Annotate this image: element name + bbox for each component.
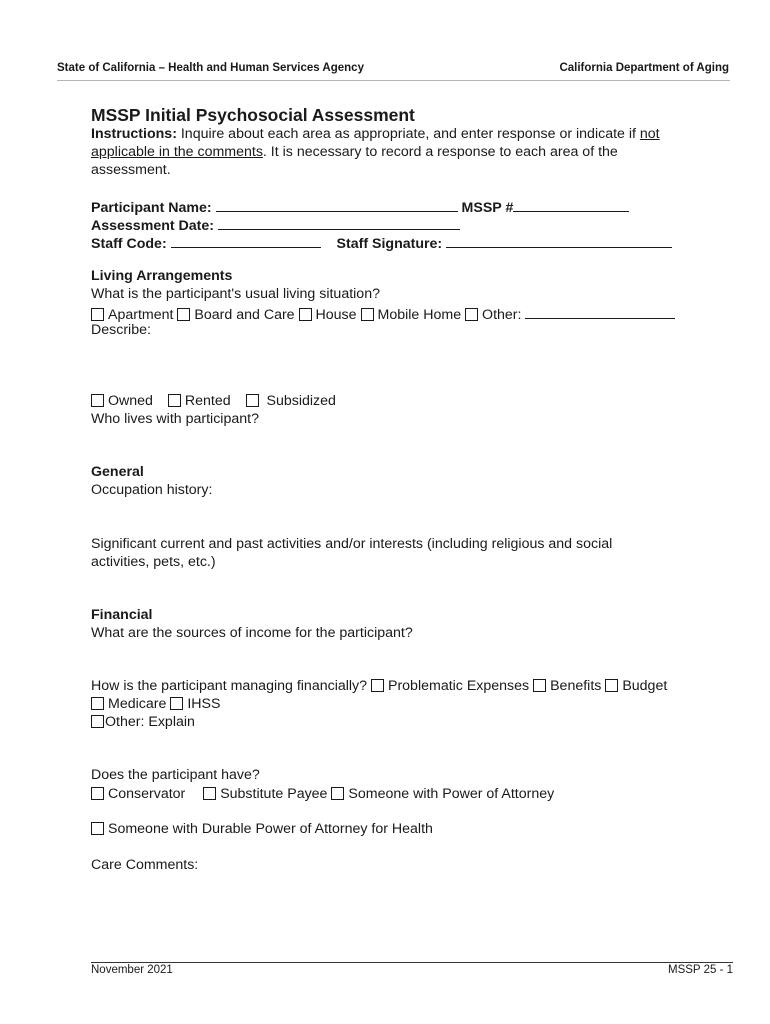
instructions-text: Inquire about each area as appropriate, and enter response or indicate if bbox=[176, 126, 640, 142]
agency-header: State of California – Health and Human Services Agency bbox=[57, 62, 364, 74]
substitute-payee-label: Substitute Payee bbox=[220, 786, 328, 802]
ownership-row bbox=[91, 393, 336, 409]
apartment-checkbox[interactable] bbox=[91, 308, 104, 321]
describe-label: Describe: bbox=[91, 322, 151, 338]
have-question: Does the participant have? bbox=[91, 767, 260, 783]
instructions-line-1 bbox=[91, 126, 660, 142]
board-and-care-label: Board and Care bbox=[194, 307, 295, 323]
instructions-line-3: assessment. bbox=[91, 162, 171, 178]
income-question: What are the sources of income for the participant? bbox=[91, 625, 413, 641]
staff-code-label: Staff Code: bbox=[91, 236, 167, 252]
activities-line-2: activities, pets, etc.) bbox=[91, 554, 216, 570]
conservator-label: Conservator bbox=[108, 786, 186, 802]
living-arrangements-heading: Living Arrangements bbox=[91, 268, 233, 284]
rented-label: Rented bbox=[184, 393, 231, 409]
owned-label: Owned bbox=[108, 393, 153, 409]
have-options-row bbox=[91, 786, 554, 802]
header-rule bbox=[57, 80, 730, 81]
staff-row bbox=[91, 233, 672, 252]
instructions-underlined-not: not bbox=[639, 126, 660, 142]
board-and-care-checkbox[interactable] bbox=[177, 308, 190, 321]
owned-checkbox[interactable] bbox=[91, 394, 104, 407]
medicare-checkbox[interactable] bbox=[91, 697, 104, 710]
mssp-number-label: MSSP # bbox=[461, 200, 514, 216]
department-header: California Department of Aging bbox=[559, 62, 729, 74]
staff-signature-label: Staff Signature: bbox=[336, 236, 443, 252]
house-label: House bbox=[315, 307, 357, 323]
durable-poa-row bbox=[91, 821, 433, 837]
budget-label: Budget bbox=[622, 678, 668, 694]
other-explain-label: Other: Explain bbox=[105, 714, 195, 730]
benefits-label: Benefits bbox=[550, 678, 602, 694]
subsidized-checkbox[interactable] bbox=[246, 394, 259, 407]
power-of-attorney-checkbox[interactable] bbox=[331, 787, 344, 800]
participant-name-row bbox=[91, 197, 629, 216]
who-lives-label: Who lives with participant? bbox=[91, 411, 259, 427]
financial-heading: Financial bbox=[91, 607, 153, 623]
living-options-row bbox=[91, 304, 675, 323]
benefits-checkbox[interactable] bbox=[533, 679, 546, 692]
mssp-number-field[interactable] bbox=[513, 197, 629, 212]
conservator-checkbox[interactable] bbox=[91, 787, 104, 800]
participant-name-label: Participant Name: bbox=[91, 200, 212, 216]
footer-form-number: MSSP 25 - 1 bbox=[668, 964, 733, 976]
other-checkbox[interactable] bbox=[465, 308, 478, 321]
other-field[interactable] bbox=[525, 304, 675, 319]
footer-rule bbox=[91, 962, 733, 963]
house-checkbox[interactable] bbox=[299, 308, 312, 321]
power-of-attorney-label: Someone with Power of Attorney bbox=[348, 786, 555, 802]
other-label: Other: bbox=[482, 307, 522, 323]
other-explain-checkbox[interactable] bbox=[91, 715, 104, 728]
living-question: What is the participant's usual living situation? bbox=[91, 286, 380, 302]
instructions-label: Instructions: bbox=[91, 126, 177, 142]
care-comments-label: Care Comments: bbox=[91, 857, 199, 873]
instructions-underlined-comments: applicable in the comments bbox=[91, 144, 263, 160]
ihss-checkbox[interactable] bbox=[170, 697, 183, 710]
assessment-date-label: Assessment Date: bbox=[91, 218, 215, 234]
managing-row bbox=[91, 678, 667, 694]
durable-poa-label: Someone with Durable Power of Attorney for Health bbox=[108, 821, 433, 837]
form-title: MSSP Initial Psychosocial Assessment bbox=[91, 105, 415, 125]
apartment-label: Apartment bbox=[108, 307, 174, 323]
instructions-text-after: . It is necessary to record a response to each area of the bbox=[262, 144, 618, 160]
activities-line-1: Significant current and past activities and/or interests (including religious and social bbox=[91, 536, 613, 552]
occupation-history-label: Occupation history: bbox=[91, 482, 213, 498]
budget-checkbox[interactable] bbox=[605, 679, 618, 692]
staff-signature-field[interactable] bbox=[446, 233, 672, 248]
instructions-line-2 bbox=[91, 144, 618, 160]
other-explain-row bbox=[91, 714, 195, 730]
mobile-home-checkbox[interactable] bbox=[361, 308, 374, 321]
general-heading: General bbox=[91, 464, 144, 480]
participant-name-field[interactable] bbox=[216, 197, 458, 212]
managing-question: How is the participant managing financially? bbox=[91, 678, 368, 694]
assessment-date-field[interactable] bbox=[218, 215, 460, 230]
mobile-home-label: Mobile Home bbox=[377, 307, 462, 323]
ihss-label: IHSS bbox=[187, 696, 221, 712]
assessment-date-row bbox=[91, 215, 460, 234]
problematic-expenses-label: Problematic Expenses bbox=[387, 678, 530, 694]
substitute-payee-checkbox[interactable] bbox=[203, 787, 216, 800]
footer-date: November 2021 bbox=[91, 964, 173, 976]
rented-checkbox[interactable] bbox=[168, 394, 181, 407]
managing-row-2 bbox=[91, 696, 220, 712]
problematic-expenses-checkbox[interactable] bbox=[371, 679, 384, 692]
durable-poa-checkbox[interactable] bbox=[91, 822, 104, 835]
subsidized-label: Subsidized bbox=[266, 393, 336, 409]
medicare-label: Medicare bbox=[108, 696, 167, 712]
staff-code-field[interactable] bbox=[171, 233, 321, 248]
